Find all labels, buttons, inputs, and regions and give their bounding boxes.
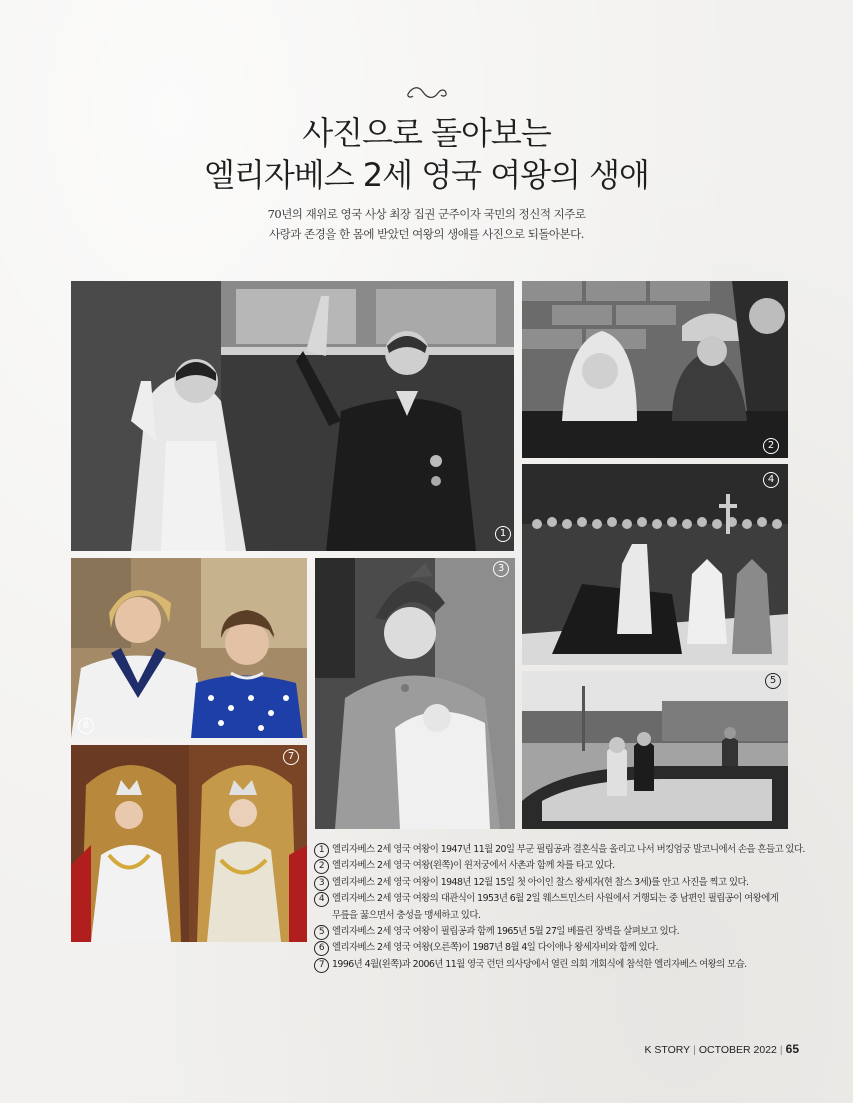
caption-number: 3 (314, 876, 329, 891)
caption-text: 엘리자베스 2세 영국 여왕이 필립공과 함께 1965년 5월 27일 베를린 장벽을 살펴보고 있다. (332, 925, 680, 937)
caption-item (314, 957, 794, 973)
photo-with-baby-charles (315, 558, 515, 829)
caption-text: 엘리자베스 2세 영국 여왕의 대관식이 1953년 6월 2일 웨스트민스터 사원에서 거행되는 중 남편인 필립공이 여왕에게 (332, 893, 779, 905)
photo-number-badge: 4 (763, 472, 779, 488)
caption-text: 엘리자베스 2세 영국 여왕이 1948년 12월 15일 첫 아이인 찰스 왕세자(현 찰스 3세)를 안고 사진을 찍고 있다. (332, 876, 749, 888)
photo-number-badge: 6 (78, 718, 94, 734)
caption-number: 1 (314, 843, 329, 858)
caption-continuation (314, 908, 794, 924)
caption-item (314, 858, 794, 874)
photo-number-badge: 2 (763, 438, 779, 454)
caption-number: 6 (314, 941, 329, 956)
caption-item (314, 891, 794, 907)
photo-coronation (522, 464, 788, 665)
page-title-line1: 사진으로 돌아보는 (302, 114, 551, 152)
caption-number: 4 (314, 892, 329, 907)
photo-number-badge: 1 (495, 526, 511, 542)
photo-wedding-balcony (71, 281, 514, 551)
caption-item (314, 875, 794, 891)
caption-text: 1996년 4월(왼쪽)과 2006년 11월 영국 런던 의사당에서 열린 의회 개회식에 참석한 엘리자베스 여왕의 모습. (332, 958, 747, 970)
photo-number-badge: 3 (493, 561, 509, 577)
caption-item (314, 924, 794, 940)
caption-number: 7 (314, 958, 329, 973)
photo-with-diana (71, 558, 307, 738)
caption-text: 엘리자베스 2세 영국 여왕이 1947년 11월 20일 부군 필립공과 결혼식을 올리고 나서 버킹엄궁 발코니에서 손을 흔들고 있다. (332, 844, 805, 855)
photo-number-badge: 5 (765, 673, 781, 689)
magazine-name: K STORY (644, 1044, 691, 1056)
photo-berlin-wall (522, 671, 788, 829)
page-title-line2: 엘리자베스 2세 영국 여왕의 생애 (204, 156, 649, 194)
swirl-ornament-icon (405, 84, 449, 102)
page-number: 65 (785, 1042, 799, 1056)
caption-text: 엘리자베스 2세 영국 여왕(오른쪽)이 1987년 8월 4일 다이애나 왕세자비와 함께 있다. (332, 942, 659, 954)
photo-car-cousin (522, 281, 788, 458)
caption-list (314, 842, 805, 973)
photo-parliament-openings (71, 745, 307, 942)
caption-item (314, 842, 805, 858)
caption-number: 2 (314, 859, 329, 874)
photo-number-badge: 7 (283, 749, 299, 765)
caption-text: 엘리자베스 2세 영국 여왕(왼쪽)이 윈저궁에서 사촌과 함께 차를 타고 있다. (332, 860, 615, 872)
page-footer: K STORY | OCTOBER 2022 | 65 (644, 1042, 799, 1056)
issue-date: OCTOBER 2022 (698, 1044, 777, 1056)
caption-text: 무릎을 꿇으면서 충성을 맹세하고 있다. (332, 909, 481, 921)
subtitle-line2: 사랑과 존경을 한 몸에 받았던 여왕의 생애를 사진으로 되돌아본다. (269, 227, 584, 241)
caption-number: 5 (314, 925, 329, 940)
caption-item (314, 940, 794, 956)
subtitle-line1: 70년의 재위로 영국 사상 최장 집권 군주이자 국민의 정신적 지주로 (267, 207, 586, 221)
